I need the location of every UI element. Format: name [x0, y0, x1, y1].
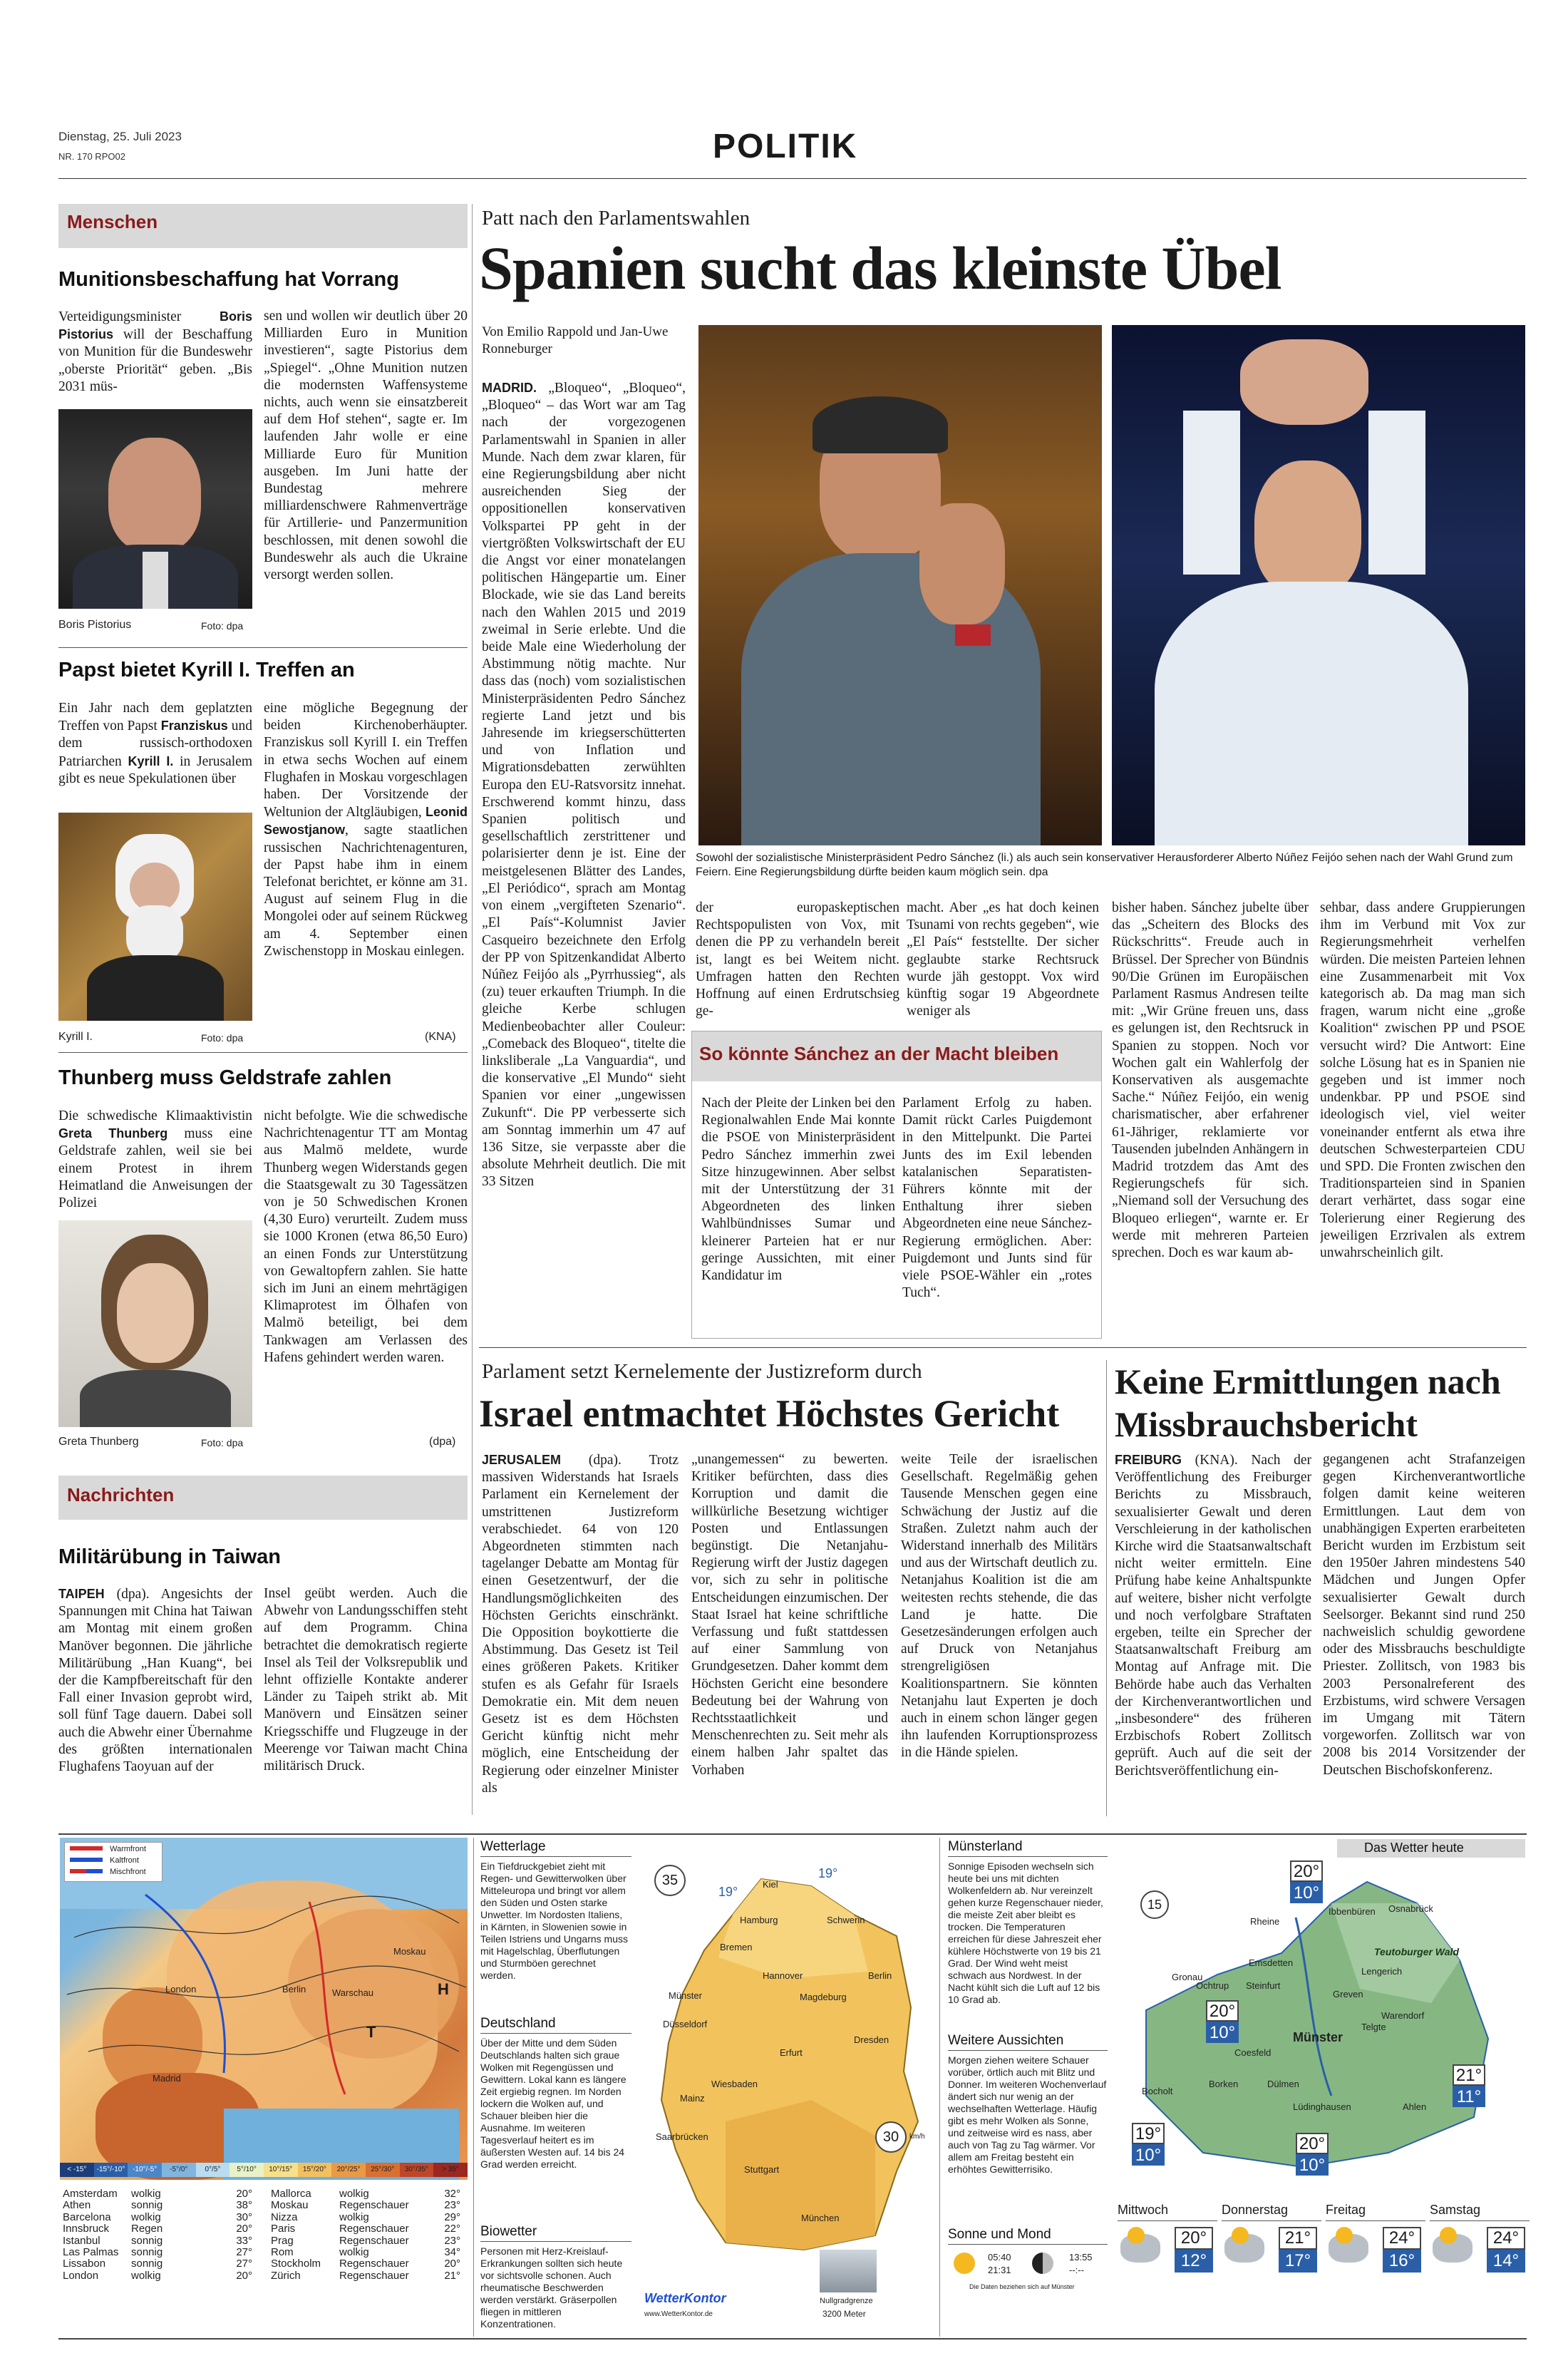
- today-title: Das Wetter heute: [1364, 1841, 1464, 1855]
- thunberg-col1: Die schwedische Klimaaktivistin Greta Thunberg muss eine Geldstrafe zahlen, weil sie bei einem Protest in ihrem Heimatland die Anweisungen der Polizei: [58, 1108, 252, 1211]
- forecast-day: [1118, 2203, 1217, 2338]
- city-weather-row: [63, 2258, 264, 2270]
- city-temp: 20°: [236, 2188, 252, 2200]
- wetterkontor-logo: WetterKontor: [644, 2291, 726, 2305]
- city-temp: 32°: [444, 2188, 460, 2200]
- forecast-row: [1118, 2203, 1527, 2338]
- today-box-2-lo: 10°: [1206, 2022, 1239, 2043]
- ml-bocholt: Bocholt: [1142, 2086, 1173, 2096]
- masthead-rule: [58, 178, 1527, 179]
- city-name: Innsbruck: [63, 2223, 110, 2235]
- forecast-day-label: Mittwoch: [1118, 2203, 1217, 2221]
- temp-scale: [60, 2163, 468, 2180]
- city-weather-row: [271, 2258, 465, 2270]
- pistorius-caption: Boris Pistorius: [58, 619, 132, 631]
- city-temp: 29°: [444, 2210, 460, 2223]
- de-city-muenchen: München: [801, 2213, 840, 2223]
- city-name: Athen: [63, 2199, 91, 2212]
- de-city-saarbruecken: Saarbrücken: [656, 2131, 708, 2142]
- pistorius-headline: Munitionsbeschaffung hat Vorrang: [58, 268, 399, 291]
- nullgrad-label: Nullgradgrenze: [820, 2297, 873, 2305]
- city-condition: Regenschauer: [339, 2199, 409, 2212]
- papst-headline: Papst bietet Kyrill I. Treffen an: [58, 659, 355, 681]
- city-weather-row: [63, 2200, 264, 2211]
- scale-cell: 0°/5°: [196, 2163, 230, 2177]
- forecast-hi: 24°: [1487, 2227, 1525, 2250]
- city-name: Istanbul: [63, 2234, 100, 2247]
- city-weather-row: [63, 2247, 264, 2258]
- ml-greven: Greven: [1333, 1989, 1363, 1999]
- today-box-1-hi: 20°: [1290, 1860, 1323, 1882]
- ml-lengerich: Lengerich: [1361, 1966, 1403, 1977]
- sun-icon: [954, 2253, 975, 2274]
- ml-warendorf: Warendorf: [1381, 2010, 1425, 2021]
- nullgrad-value: 3200 Meter: [822, 2309, 866, 2319]
- muensterland-map: [1118, 1860, 1527, 2196]
- spanien-headline: Spanien sucht das kleinste Übel: [479, 234, 1281, 302]
- unit-kmh: km/h: [909, 2133, 925, 2141]
- scale-cell: > 35°: [433, 2163, 468, 2177]
- pistorius-col2: sen und wollen wir deutlich über 20 Milliarden Euro in Munition investieren“, sagte Pistorius dem „Spiegel“. „Ohne Munition nutzen die modernsten Waffensysteme nichts, auch wenn sie einsatzbereit auf dem Hof stehen“, sagte er. Im laufenden Jahr wolle er eine Milliarde Euro für Munition ausgeben. Im Juni hatte der Bundestag mehrere milliardenschwere Rahmenverträge für Artillerie- und Panzermunition beschlossen, mit denen sowohl die Bundeswehr als auch die Ukraine versorgt werden sollen.: [264, 309, 468, 583]
- city-weather-row: [63, 2235, 264, 2247]
- scale-cell: -10°/-5°: [128, 2163, 162, 2177]
- city-temp: 20°: [236, 2269, 252, 2282]
- city-name: London: [63, 2269, 99, 2282]
- forecast-day-label: Samstag: [1430, 2203, 1530, 2221]
- issue-date: Dienstag, 25. Juli 2023: [58, 130, 182, 143]
- ml-muenster: Münster: [1293, 2030, 1343, 2044]
- ml-rheine: Rheine: [1250, 1916, 1280, 1927]
- ml-steinfurt: Steinfurt: [1246, 1980, 1281, 1991]
- scale-cell: < -15°: [60, 2163, 94, 2177]
- deutschland-text: Über der Mitte und dem Süden Deutschlands halten sich graue Wolken mit Regengüssen und Gewittern. Lokal kann es längere Zeit ergiebig regnen. Im Norden lockern die Wolken auf, und Schauer bleiben hier die Ausnahme. Im weiteren Tagesverlauf heitert es im äußersten Westen auf. 14 bis 24 Grad werden erreicht.: [480, 2037, 626, 2170]
- forecast-hi: 21°: [1279, 2227, 1317, 2250]
- menschen-label: Menschen: [58, 204, 468, 248]
- taiwan-col1: TAIPEH (dpa). Angesichts der Spannungen mit China hat Taiwan am Montag mit einem großen Manöver begonnen. Die jährliche Militärübung „Han Kuang“, bei der die Kampfbereitschaft für den Fall einer Invasion geprobt wird, soll fünf Tage dauern. Dabei soll auch die Abwehr einer Übernahme des größten internationalen Flughafens Taoyuan auf der: [58, 1587, 252, 1775]
- city-temp: 27°: [236, 2246, 252, 2259]
- papst-agency: (KNA): [425, 1031, 456, 1043]
- city-temp: 23°: [444, 2234, 460, 2247]
- city-weather-row: [271, 2200, 465, 2211]
- taiwan-headline: Militärübung in Taiwan: [58, 1545, 282, 1568]
- map-city-moskau: Moskau: [393, 1946, 426, 1957]
- city-temp: 21°: [444, 2269, 460, 2282]
- sunset: 21:31: [988, 2265, 1011, 2275]
- de-city-hannover: Hannover: [763, 1970, 803, 1981]
- de-city-dresden: Dresden: [854, 2034, 889, 2045]
- de-city-stuttgart: Stuttgart: [744, 2164, 780, 2175]
- scale-cell: 5°/10°: [229, 2163, 264, 2177]
- forecast-lo: 16°: [1383, 2250, 1421, 2273]
- deutschland-title: Deutschland: [480, 2016, 556, 2031]
- city-condition: sonnig: [131, 2246, 163, 2259]
- ml-duelmen: Dülmen: [1267, 2079, 1299, 2089]
- forecast-day: [1430, 2203, 1530, 2338]
- scale-cell: 25°/30°: [366, 2163, 400, 2177]
- muensterland-text: Sonnige Episoden wechseln sich heute bei uns mit dichten Wolkenfeldern ab. Nur vereinzelt gehen kurze Regenschauer nieder, die meiste Zeit aber bleibt es trocken. Die Temperaturen erreichen für diese Jahreszeit eher kühlere Höchstwerte von 19 bis 21 Grad. Der Wind weht meist schwach aus Nordwest. In der Nacht kühlt sich die Luft auf 12 bis 10 Grad ab.: [948, 1860, 1103, 2005]
- papst-col2: eine mögliche Begegnung der beiden Kirchenoberhäupter. Franziskus soll Kyrill I. ein Treffen in etwa sechs Wochen auf einem Flughafen in Moskau vorgeschlagen haben. Der Vorsitzende der Weltunion der Altgläubigen, Leonid Sewostjanow, sagte staatlichen russischen Nachrichtenagenturen, der Papst habe ihm in einem Telefonat berichtet, er könne am 31. August auf seinem Flug in die Mongolei oder auf seinem Rückweg am 4. September einen Zwischenstopp in Moskau einlegen.: [264, 701, 468, 959]
- forecast-lo: 17°: [1279, 2250, 1317, 2273]
- israel-col2: „unangemessen“ zu bewerten. Kritiker befürchten, dass dies Korruption und damit die willkürliche Besetzung wichtiger Posten und Entlassungen begünstigt. Die Netanjahu-Regierung wirft der Justiz dagegen vor, sich zu sehr in politische Entscheidungen einzumischen. Der Staat Israel hat keine schriftliche Verfassung und fußt stattdessen auf einer Sammlung von Grundgesetzen. Daher kommt dem Höchsten Gericht eine besondere Bedeutung bei der Wahrung von Rechtsstaatlichkeit und Menschenrechten zu. Seit mehr als einem halben Jahr spaltet das Vorhaben: [691, 1452, 888, 1778]
- legend-cold: Kaltfront: [110, 1856, 139, 1865]
- today-box-2-hi: 20°: [1206, 2000, 1239, 2022]
- de-city-erfurt: Erfurt: [780, 2047, 803, 2058]
- spanien-authors: Von Emilio Rappold und Jan-Uwe Ronneburger: [482, 324, 669, 356]
- forecast-hi: 24°: [1383, 2227, 1421, 2250]
- pistorius-photo: [58, 409, 252, 609]
- today-box-4-hi: 19°: [1132, 2123, 1165, 2144]
- taiwan-col2: Insel geübt werden. Auch die Abwehr von Landungsschiffen steht auf dem Programm. China betrachtet die demokratisch regierte Insel als Teil der Volksrepublik und lehnt offizielle Kontakte anderer Länder zu Taipeh strikt ab. Mit Manövern und Einsätzen seiner Kriegsschiffe und Flugzeuge in der Meerenge vor Taiwan macht China militärisch Druck.: [264, 1586, 468, 1774]
- pistorius-credit: Foto: dpa: [201, 620, 244, 632]
- today-box-1-lo: 10°: [1290, 1882, 1323, 1903]
- de-city-hamburg: Hamburg: [740, 1915, 778, 1925]
- mountain-icon: [820, 2250, 877, 2292]
- spanien-col1: MADRID. „Bloqueo“, „Bloqueo“, „Bloqueo“ – das Wort war am Tag nach der vorgezogenen Parlamentswahl in Spanien in aller Munde. Nach dem zwar klaren, für eine Regierungsbildung aber nicht ausreichenden Sieg der oppositionellen konservativen Volkspartei PP geht in der viertgrößten Volkswirtschaft der EU die Angst vor einer monatelangen politischen Hängepartie um. Einer Blockade, wie sie das Land bereits nach den Wahlen 2015 und 2019 zweimal in Serie erlebte. Und die beide Male eine Wiederholung der Abstimmung nötig machte. Nur dass das (noch) vom sozialistischen Ministerpräsidenten Pedro Sánchez regierte Land jetzt und bis Jahresende im kriegserschütterten und von Inflation und Migrationsdebatten zerwühlten Europa den EU-Ratsvorsitz innehat. Erschwerend kommt hinzu, dass Spanien politisch und gesellschaftlich zerstrittener und polarisierter denn je ist. Eine der meistgelesenen Blätter des Landes, „El Periódico“, sprach am Montag von einem „vergifteten Szenario“. „El País“-Kolumnist Javier Casqueiro bezeichnete den Erfolg der PP von Spitzenkandidat Alberto Núñez Feijóo als „Pyrrhussieg“, als (zu) teuer erkauften Triumph. In die gleiche Kerbe schlugen Medienbeobachter aller Couleur: „Comeback des Bloqueo“, titelte die linksliberale „La Vanguardia“, und die konservative „El Mundo“ sieht Spanien vor einer „ungewissen Zukunft“. Die PP verbesserte sich am Sonntag immerhin um 47 auf 136 Sitze, sie verpasste aber die absolute Mehrheit deutlich. Die mit 33 Sitzen: [482, 381, 686, 1190]
- de-temp-1: 19°: [718, 1885, 738, 1899]
- city-condition: wolkig: [131, 2188, 161, 2200]
- aussichten-text: Morgen ziehen weitere Schauer vorüber, örtlich auch mit Blitz und Donner. Im weiteren Wochenverlauf ändert sich nur wenig an der wechselhaften Wetterlage. Häufig gibt es mehr Wolken als Sonne, und zeitweise wird es nass, aber auch von Tag zu Tag wärmer. Vor allem am Freitag besteht ein erhöhtes Gewitterrisiko.: [948, 2054, 1107, 2175]
- forecast-lo: 12°: [1175, 2250, 1213, 2273]
- scale-cell: -5°/0°: [162, 2163, 196, 2177]
- city-weather-row: [63, 2223, 264, 2235]
- scale-cell: 10°/15°: [264, 2163, 298, 2177]
- today-region: Teutoburger Wald: [1374, 1946, 1459, 1957]
- de-city-bremen: Bremen: [720, 1942, 753, 1952]
- badge-30: 30: [875, 2121, 907, 2153]
- moonset: --:--: [1069, 2265, 1084, 2275]
- today-box-4-lo: 10°: [1132, 2144, 1165, 2166]
- papst-col1: Ein Jahr nach dem geplatzten Treffen von Papst Franziskus und dem russisch-orthodoxen Patriarchen Kyrill I. in Jerusalem gibt es neue Spekulationen über: [58, 701, 252, 786]
- thunberg-caption: Greta Thunberg: [58, 1436, 139, 1448]
- spanien-kicker: Patt nach den Parlamentswahlen: [482, 207, 751, 230]
- map-city-london: London: [165, 1984, 197, 1994]
- city-name: Moskau: [271, 2199, 309, 2212]
- city-weather-row: [63, 2270, 264, 2282]
- map-city-madrid: Madrid: [153, 2073, 181, 2084]
- israel-kicker: Parlament setzt Kernelemente der Justizreform durch: [482, 1360, 922, 1383]
- kyrill-caption: Kyrill I.: [58, 1031, 93, 1043]
- ml-ibbenbueren: Ibbenbüren: [1329, 1906, 1376, 1917]
- ml-telgte: Telgte: [1361, 2022, 1386, 2032]
- map-city-berlin: Berlin: [282, 1984, 306, 1994]
- issue-number: NR. 170 RPO02: [58, 151, 125, 162]
- missbrauch-headline: Keine Ermittlungen nach Missbrauchsbericht: [1115, 1362, 1501, 1444]
- kyrill-credit: Foto: dpa: [201, 1032, 244, 1044]
- city-name: Zürich: [271, 2269, 301, 2282]
- israel-col3: weite Teile der israelischen Gesellschaft. Regelmäßig gehen Tausende Menschen gegen eine Schwächung der Justiz auf die Straßen. Zuletzt nahm auch der Widerstand innerhalb des Militärs und aus der Wirtschaft deutlich zu. Netanjahus Koalition ist die am weitesten rechts stehende, die das Land je hatte. Die Gesetzesänderungen erfolgen auch auf Druck von Netanjahus strengreligiösen Koalitionspartnern. Sie könnten Netanjahu laut Experten je doch auch in einem schon länger gegen ihn laufenden Korruptionsprozess in die Hände spielen.: [901, 1452, 1098, 1761]
- europe-table-2: [271, 2188, 465, 2282]
- city-name: Barcelona: [63, 2210, 111, 2223]
- city-condition: wolkig: [131, 2210, 161, 2223]
- section-title: POLITIK: [713, 128, 858, 165]
- sanchez-box-col1: Nach der Pleite der Linken bei den Regionalwahlen Ende Mai konnte die PSOE von Ministerpräsident Pedro Sánchez immerhin zwei Sitze hinzugewinnen. Aber selbst mit der Unterstützung der 31 Abgeordneten des linken Wahlbündnisses Sumar und kleinerer Parteien hat er nur geringe Aussichten, mit einer Kandidatur im: [701, 1096, 895, 1284]
- today-box-3-lo: 11°: [1453, 2086, 1485, 2107]
- city-condition: Regenschauer: [339, 2223, 409, 2235]
- wetterlage-title: Wetterlage: [480, 1839, 546, 1854]
- city-weather-row: [63, 2212, 264, 2223]
- today-box-5-hi: 20°: [1296, 2133, 1329, 2154]
- wetterkontor-url: www.WetterKontor.de: [644, 2310, 713, 2318]
- biowetter-title: Biowetter: [480, 2224, 537, 2239]
- today-box-3-hi: 21°: [1453, 2064, 1485, 2086]
- sun-icon: [1440, 2227, 1457, 2244]
- city-name: Stockholm: [271, 2258, 321, 2270]
- europe-map: [60, 1838, 468, 2180]
- moonrise: 13:55: [1069, 2252, 1093, 2263]
- city-temp: 30°: [236, 2210, 252, 2223]
- city-temp: 23°: [444, 2199, 460, 2212]
- de-city-kiel: Kiel: [763, 1879, 778, 1890]
- ml-luedinghausen: Lüdinghausen: [1293, 2101, 1351, 2112]
- scale-cell: 20°/25°: [331, 2163, 366, 2177]
- city-temp: 20°: [236, 2223, 252, 2235]
- de-city-magdeburg: Magdeburg: [800, 1992, 847, 2002]
- city-condition: wolkig: [339, 2210, 369, 2223]
- forecast-lo: 14°: [1487, 2250, 1525, 2273]
- scale-cell: 15°/20°: [298, 2163, 332, 2177]
- city-condition: wolkig: [339, 2188, 369, 2200]
- isobars: [60, 1838, 468, 2180]
- thunberg-headline: Thunberg muss Geldstrafe zahlen: [58, 1066, 392, 1089]
- today-box-5-lo: 10°: [1296, 2154, 1329, 2176]
- city-name: Amsterdam: [63, 2188, 118, 2200]
- city-name: Paris: [271, 2223, 296, 2235]
- city-name: Las Palmas: [63, 2246, 119, 2259]
- de-city-berlin: Berlin: [868, 1970, 892, 1981]
- thunberg-photo: [58, 1220, 252, 1427]
- missbrauch-col2: gegangenen acht Strafanzeigen gegen Kirchenverantwortliche folgen damit keine weiteren Ermittlungen. Laut dem von unabhängigen Experten erarbeiteten Bericht wurden im Erzbistum seit den 1950er Jahren mindestens 540 Mädchen und Jungen Opfer sexualisierter Gewalt durch Seelsorger. Bekannt sind rund 250 nachweislich schuldig gewordene oder des Missbrauchs beschuldigte Priester. Zollitsch, von 1983 bis 2003 Personalreferent des Erzbistums, wird schwere Versagen im Umgang mit Tätern vorgeworfen. Zollitsch war von 2008 bis 2014 Vorsitzender der Deutschen Bischofskonferenz.: [1323, 1452, 1525, 1778]
- sanchez-box-col2: Parlament Erfolg zu haben. Damit rückt Carles Puigdemont in den Mittelpunkt. Die Partei Junts des im Exil lebenden katalanischen Separatisten-Führers könnte mit der Enthaltung ihrer sieben Abgeordneten eine neue Sánchez-Regierung ermöglichen. Aber: Puigdemont und Junts sind für viele PSOE-Wähler ein „rotes Tuch“.: [902, 1096, 1092, 1301]
- city-weather-row: [271, 2188, 465, 2200]
- city-weather-row: [271, 2212, 465, 2223]
- de-city-duesseldorf: Düsseldorf: [663, 2019, 708, 2029]
- city-condition: sonnig: [131, 2258, 163, 2270]
- city-temp: 38°: [236, 2199, 252, 2212]
- city-name: Nizza: [271, 2210, 298, 2223]
- city-condition: Regenschauer: [339, 2269, 409, 2282]
- ml-ahlen: Ahlen: [1403, 2101, 1427, 2112]
- spanien-col2: der europaskeptischen Rechtspopulisten von Vox, mit denen die PP zu verhandeln bereit ist, langt es bei Weitem nicht. Umfragen hatten den Rechten Hoffnung auf einen Erdrutschsieg ge-: [696, 900, 899, 1019]
- sun-icon: [1232, 2227, 1249, 2244]
- de-temp-2: 19°: [818, 1866, 838, 1880]
- city-temp: 34°: [444, 2246, 460, 2259]
- biowetter-text: Personen mit Herz-Kreislauf-Erkrankungen sollten sich heute vor sichtsvolle schonen. Auch rheumatische Beschwerden werden verstärkt. Gräserpollen fliegen in mittleren Konzentrationen.: [480, 2245, 623, 2330]
- thunberg-agency: (dpa): [429, 1436, 456, 1448]
- today-badge: 15: [1140, 1890, 1169, 1919]
- forecast-hi: 20°: [1175, 2227, 1213, 2250]
- spanien-col4: bisher haben. Sánchez jubelte über das „Scheitern des Blocks des Rückschritts“. Freude auch in Brüssel. Der Sprecher von Bündnis 90/Die Grünen im Europäischen Parlament Rasmus Andresen teilte mit: „Wir Grüne freuen uns, dass es gelungen ist, den Rechtsruck in Spanien zu stoppen. Noch vor Wochen galt ein Wahlerfolg der Konservativen als ausgemachte Sache.“ Núñez Feijóo, ein wenig charismatischer, aber erfahrener 61-Jähriger, reklamierte vor Tausenden jubelnden Anhängern in Madrid trotzdem das Amt des Regierungschefs für sich. „Niemand soll der Versuchung des Bloqueo erliegen“, warnte er. Er werde mit mehreren Parteien sprechen. Doch es war kaum ab-: [1112, 900, 1309, 1261]
- de-city-muenster: Münster: [669, 1990, 702, 2001]
- legend-warm: Warmfront: [110, 1845, 146, 1853]
- city-temp: 20°: [444, 2258, 460, 2270]
- city-condition: wolkig: [131, 2269, 161, 2282]
- sanchez-box-title: So könnte Sánchez an der Macht bleiben: [692, 1031, 1101, 1081]
- nachrichten-label: Nachrichten: [58, 1476, 468, 1520]
- city-condition: sonnig: [131, 2234, 163, 2247]
- pressure-high: H: [438, 1980, 449, 1998]
- sonne-mond-title: Sonne und Mond: [948, 2227, 1051, 2242]
- city-name: Rom: [271, 2246, 294, 2259]
- germany-map: [640, 1851, 931, 2328]
- spanien-photo-caption: Sowohl der sozialistische Ministerpräsident Pedro Sánchez (li.) als auch sein konservativer Herausforderer Alberto Núñez Feijóo sehen nach der Wahl Grund zum Feiern. Eine Regierungsbildung dürfte beiden kaum möglich sein. dpa: [696, 852, 1513, 878]
- ml-emsdetten: Emsdetten: [1249, 1957, 1294, 1968]
- sunrise: 05:40: [988, 2252, 1011, 2263]
- aussichten-title: Weitere Aussichten: [948, 2033, 1064, 2048]
- israel-headline: Israel entmachtet Höchstes Gericht: [479, 1392, 1060, 1435]
- city-weather-row: [271, 2247, 465, 2258]
- spanien-col3: macht. Aber „es hat doch keinen Tsunami von rechts gegeben“, wie „El País“ feststellte. Der sicher geglaubte starke Rechtsruck wurde jäh gestoppt. Vox wird künftig sogar 19 Abgeordnete weniger als: [907, 900, 1099, 1019]
- city-condition: sonnig: [131, 2199, 163, 2212]
- de-city-mainz: Mainz: [680, 2093, 705, 2104]
- ml-coesfeld: Coesfeld: [1234, 2047, 1272, 2058]
- sun-icon: [1128, 2227, 1145, 2244]
- city-temp: 33°: [236, 2234, 252, 2247]
- ml-gronau: Gronau: [1172, 1972, 1203, 1982]
- city-name: Prag: [271, 2234, 294, 2247]
- germany-shape: [640, 1865, 931, 2264]
- forecast-day: [1326, 2203, 1425, 2338]
- de-city-wiesbaden: Wiesbaden: [711, 2079, 758, 2089]
- city-name: Mallorca: [271, 2188, 311, 2200]
- city-condition: Regenschauer: [339, 2258, 409, 2270]
- city-condition: Regenschauer: [339, 2234, 409, 2247]
- city-weather-row: [271, 2223, 465, 2235]
- city-weather-row: [63, 2188, 264, 2200]
- muensterland-title: Münsterland: [948, 1839, 1023, 1854]
- israel-col1: JERUSALEM (dpa). Trotz massiven Widerstands hat Israels Parlament ein Kernelement der umstrittenen Justizreform verabschiedet. 64 von 120 Abgeordneten stimmten nach tagelanger Debatte am Montag für einen Gesetzentwurf, der die Handlungsmöglichkeiten des Höchsten Gerichts einschränkt. Die Opposition boykottierte die Abstimmung. Das Gesetz ist Teil eines größeren Pakets. Kritiker stufen es als Gefahr für Israels Demokratie ein. Mit dem neuen Gesetz ist es dem Höchsten Gericht künftig nicht mehr möglich, eine Entscheidung der Regierung oder einzelner Minister als: [482, 1453, 679, 1796]
- missbrauch-col1: FREIBURG (KNA). Nach der Veröffentlichung des Freiburger Berichts zu Missbrauch, sexualisierter Gewalt und deren Verschleierung in der katholischen Kirche wird die Staatsanwaltschaft nicht weiter ermitteln. Eine Prüfung habe keine Anhaltspunkte auf weitere, bisher nicht verfolgte und noch verfolgbare Straftaten ergeben, teilte ein Sprecher der Staatsanwaltschaft Freiburg am Montag auf Anfrage mit. Die Behörde habe auch das Verhalten der Kirchenverantwortlichen und „insbesondere“ des früheren Erzbischofs Robert Zollitsch geprüft. Auch auf die seit der Berichtsveröffentlichung ein-: [1115, 1453, 1311, 1779]
- city-temp: 22°: [444, 2223, 460, 2235]
- forecast-day: [1222, 2203, 1321, 2338]
- city-weather-row: [271, 2235, 465, 2247]
- sun-moon-note: Die Daten beziehen sich auf Münster: [969, 2283, 1075, 2290]
- feijoo-photo: [1112, 325, 1525, 845]
- pistorius-col1: Verteidigungsminister Boris Pistorius will der Beschaffung von Munition für die Bundeswehr „oberste Priorität“ geben. „Bis 2031 müs-: [58, 309, 252, 394]
- moon-icon: [1032, 2253, 1053, 2274]
- wetterlage-text: Ein Tiefdruckgebiet zieht mit Regen- und Gewitterwolken über Mitteleuropa und bringt vor allem den Süden und Osten starke Unwetter. Im Nordosten Italiens, in Kärnten, in Slowenien sowie in Teilen Istriens und Ungarns muss mit Hagelschlag, Überflutungen und Sturmböen gerechnet werden.: [480, 1860, 628, 1981]
- legend-mixed: Mischfront: [110, 1868, 146, 1876]
- europe-table-1: [63, 2188, 264, 2282]
- map-city-warschau: Warschau: [332, 1987, 374, 1998]
- pressure-low: T: [366, 2023, 376, 2041]
- de-city-schwerin: Schwerin: [827, 1915, 865, 1925]
- thunberg-col2: nicht befolgte. Wie die schwedische Nachrichtenagentur TT am Montag aus Malmö meldete, wurde Thunberg wegen Widerstands gegen die Staatsgewalt zu 30 Tagessätzen von je 50 Schwedischen Kronen (4,30 Euro) verurteilt. Zudem muss sie 1000 Kronen (etwa 86,50 Euro) an einen Fonds zur Unterstützung von Gewaltopfern zahlen. Sie hatte sich im Juni an einem mehrtägigen Klimaprotest im Ölhafen von Malmö beteiligt, bei dem Tankwagen am Verlassen des Hafens gehindert werden waren.: [264, 1108, 468, 1365]
- city-condition: Regen: [131, 2223, 163, 2235]
- forecast-day-label: Donnerstag: [1222, 2203, 1321, 2221]
- kyrill-photo: [58, 813, 252, 1021]
- city-weather-row: [271, 2270, 465, 2282]
- ml-osnabrueck: Osnabrück: [1388, 1903, 1433, 1914]
- scale-cell: -15°/-10°: [94, 2163, 128, 2177]
- forecast-day-label: Freitag: [1326, 2203, 1425, 2221]
- city-condition: wolkig: [339, 2246, 369, 2259]
- scale-cell: 30°/35°: [400, 2163, 434, 2177]
- thunberg-credit: Foto: dpa: [201, 1437, 244, 1448]
- city-name: Lissabon: [63, 2258, 106, 2270]
- sun-icon: [1336, 2227, 1353, 2244]
- ml-borken: Borken: [1209, 2079, 1239, 2089]
- city-temp: 27°: [236, 2258, 252, 2270]
- sanchez-photo: [698, 325, 1102, 845]
- spanien-col5: sehbar, dass andere Gruppierungen ihm im Verbund mit Vox zur Regierungsmehrheit verhelfen würden. Die meisten Parteien lehnen eine Zusammenarbeit mit Vox kategorisch ab. Da mag man sich fragen, warum nicht eine „große Koalition“ zwischen PP und PSOE versucht wird? Die Antwort: Eine solche Lösung hat es in Spanien nie gegeben und ist immer noch undenkbar. PP und PSOE sind ideologisch viel, viel weiter voneinander entfernt als etwa ihre deutschen Schwesterparteien CDU und SPD. Die Fronten zwischen den Traditionsparteien sind in Spanien derart verhärtet, dass sogar eine Tolerierung einer Regierung des jeweiligen Erzrivalen als extrem unwahrscheinlich gilt.: [1320, 900, 1525, 1261]
- badge-35: 35: [654, 1865, 686, 1896]
- ml-ochtrup: Ochtrup: [1196, 1980, 1229, 1991]
